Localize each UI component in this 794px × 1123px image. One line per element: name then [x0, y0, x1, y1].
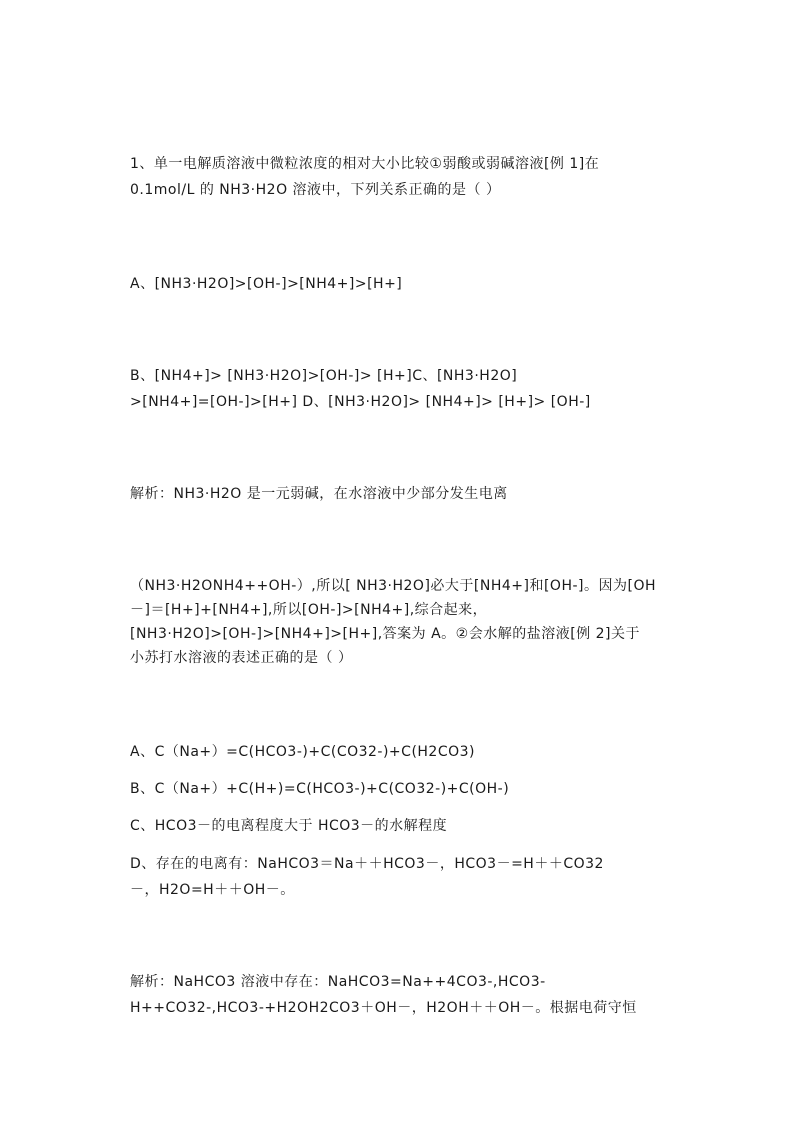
- question-1-option-b-line-2: >[NH4+]=[OH-]>[H+] D、[NH3·H2O]> [NH4+]> [H+]> [OH-]: [130, 394, 591, 410]
- analysis-1-line-3: －]＝[H+]+[NH4+],所以[OH-]>[NH4+],综合起来，: [130, 602, 488, 618]
- question-2-option-c: C、HCO3－的电离程度大于 HCO3－的水解程度: [130, 818, 448, 834]
- question-1-option-a: A、[NH3·H2O]>[OH-]>[NH4+]>[H+]: [130, 276, 403, 292]
- question-1-text-line-1: 1、单一电解质溶液中微粒浓度的相对大小比较①弱酸或弱碱溶液[例 1]在: [130, 156, 600, 172]
- analysis-1-line-1: 解析：NH3·H2O 是一元弱碱，在水溶液中少部分发生电离: [130, 486, 508, 502]
- analysis-1-line-2: （NH3·H2ONH4++OH-）,所以[ NH3·H2O]必大于[NH4+]和[OH-]。因为[OH: [130, 578, 657, 594]
- question-2-option-d-line-1: D、存在的电离有：NaHCO3＝Na＋＋HCO3－，HCO3－=H＋＋CO32: [130, 856, 604, 872]
- analysis-1-line-4: [NH3·H2O]>[OH-]>[NH4+]>[H+],答案为 A。②会水解的盐溶液[例 2]关于: [130, 626, 641, 642]
- question-1-text-line-2: 0.1mol/L 的 NH3·H2O 溶液中，下列关系正确的是（ ）: [130, 182, 501, 198]
- question-2-option-a: A、C（Na+）=C(HCO3-)+C(CO32-)+C(H2CO3): [130, 744, 476, 760]
- analysis-2-line-1: 解析：NaHCO3 溶液中存在：NaHCO3=Na++4CO3-,HCO3-: [130, 974, 546, 990]
- analysis-1-line-5: 小苏打水溶液的表述正确的是（ ）: [130, 650, 353, 666]
- question-2-option-d-line-2: －，H2O=H＋＋OH－。: [130, 882, 295, 898]
- question-1-option-b-line-1: B、[NH4+]> [NH3·H2O]>[OH-]> [H+]C、[NH3·H2O]: [130, 368, 518, 384]
- analysis-2-line-2: H++CO32-,HCO3-+H2OH2CO3＋OH－，H2OH＋＋OH－。根据电荷守恒: [130, 1000, 637, 1016]
- question-2-option-b: B、C（Na+）+C(H+)=C(HCO3-)+C(CO32-)+C(OH-): [130, 781, 510, 797]
